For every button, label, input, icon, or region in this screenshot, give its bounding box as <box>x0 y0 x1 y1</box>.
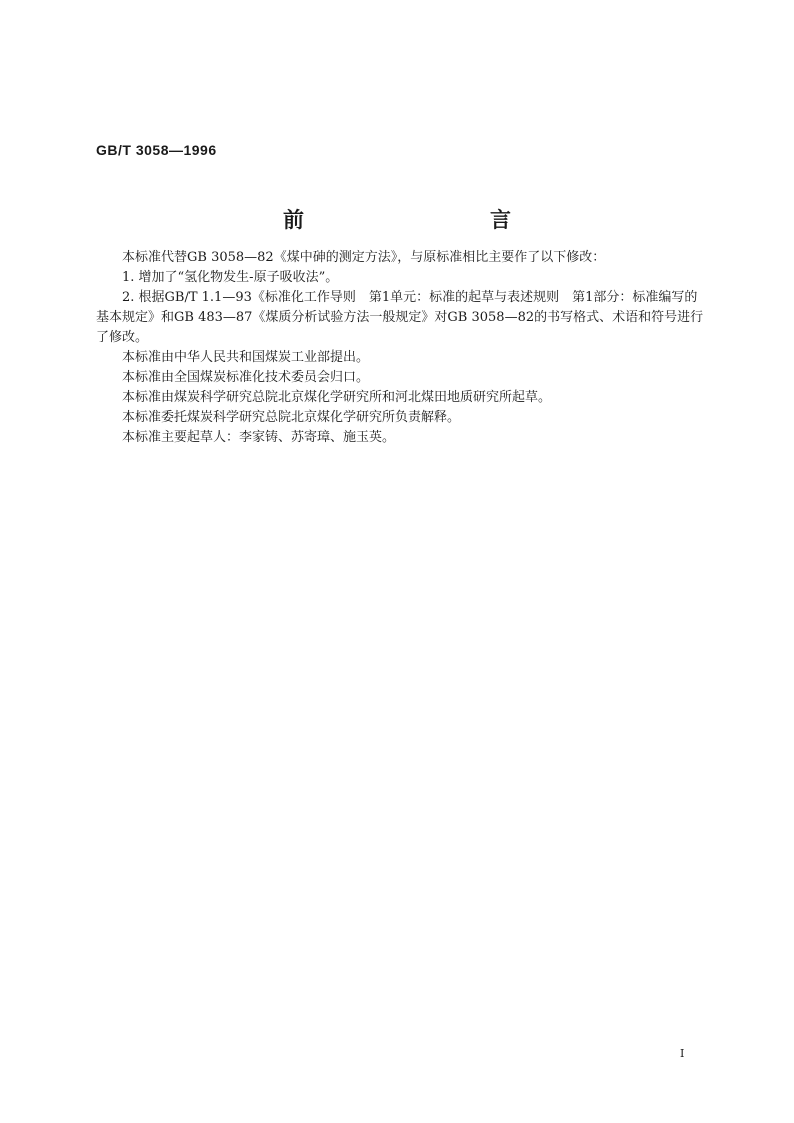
standard-code: GB/T 3058—1996 <box>96 142 217 158</box>
foreword-body <box>96 248 708 448</box>
page-number: I <box>680 1047 685 1060</box>
paragraph-drafters-org: 本标准由煤炭科学研究总院北京煤化学研究所和河北煤田地质研究所起草。 <box>122 390 552 405</box>
paragraph-change-2: 2. 根据GB/T 1.1—93《标准化工作导则 第1单元：标准的起草与表述规则 第1部分：标准编写的基本规定》和GB 483—87《煤质分析试验方法一般规定》对GB 3058—82的书写格式、术语和符号进行了修改。 <box>96 290 704 345</box>
paragraph-interpretation: 本标准委托煤炭科学研究总院北京煤化学研究所负责解释。 <box>122 410 461 425</box>
paragraph-drafters: 本标准主要起草人：李家铸、苏寄璋、施玉英。 <box>122 430 396 445</box>
paragraph-replacement: 本标准代替GB 3058—82《煤中砷的测定方法》，与原标准相比主要作了以下修改： <box>122 250 606 265</box>
paragraph-committee: 本标准由全国煤炭标准化技术委员会归口。 <box>122 370 370 385</box>
paragraph-change-1: 1. 增加了“氢化物发生-原子吸收法”。 <box>122 270 339 285</box>
paragraph-proposer: 本标准由中华人民共和国煤炭工业部提出。 <box>122 350 370 365</box>
page-title: 前 言 <box>283 208 559 232</box>
